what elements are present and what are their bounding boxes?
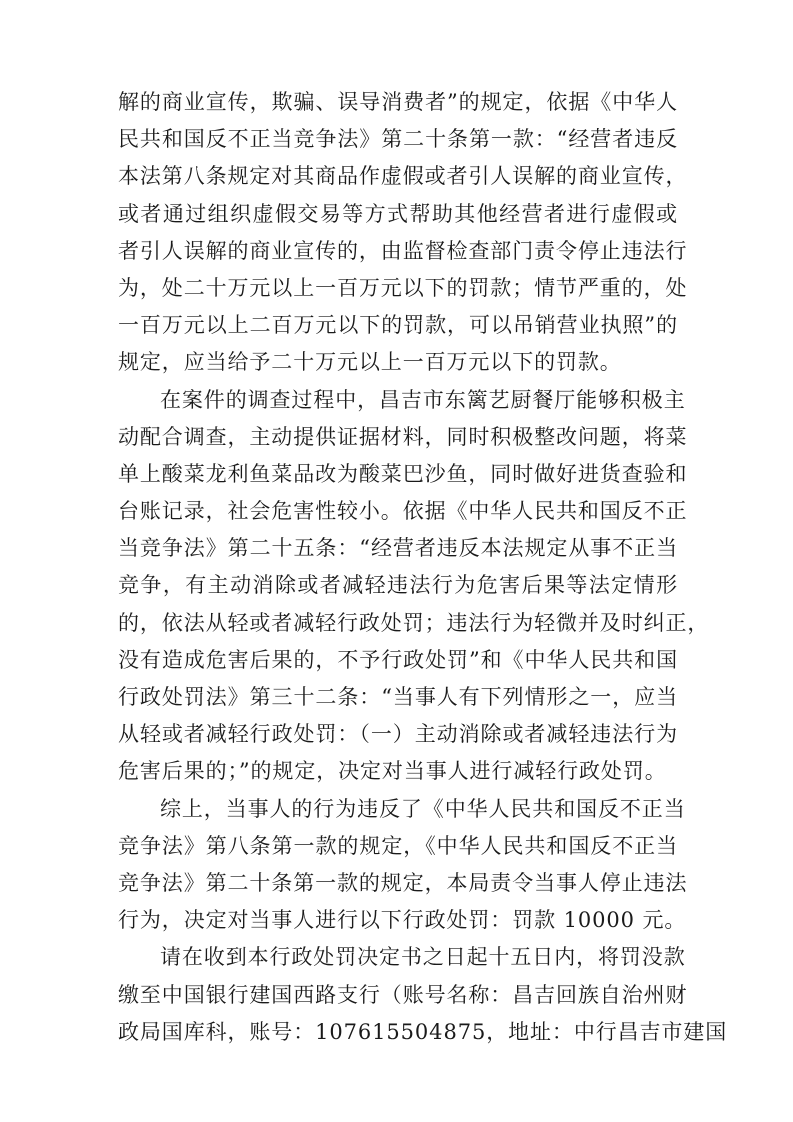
body-line: 单上酸菜龙利鱼菜品改为酸菜巴沙鱼，同时做好进货查验和 [118,461,688,486]
body-line: 台账记录，社会危害性较小。依据《中华人民共和国反不正 [118,499,688,524]
body-line: 竞争法》第二十条第一款的规定，本局责令当事人停止违法 [118,870,688,895]
body-line: 竞争法》第八条第一款的规定，《中华人民共和国反不正当 [118,833,678,858]
body-line: 解的商业宣传，欺骗、误导消费者”的规定，依据《中华人 [118,90,678,114]
body-line: 危害后果的；”的规定，决定对当事人进行减轻行政处罚。 [118,759,667,784]
body-line: 缴至中国银行建国西路支行（账号名称：昌吉回族自治州财 [118,982,688,1007]
body-line: 的，依法从轻或者减轻行政处罚；违法行为轻微并及时纠正， [118,610,710,635]
body-line: 为，处二十万元以上一百万元以下的罚款；情节严重的，处 [118,275,688,300]
body-line: 当竞争法》第二十五条：“经营者违反本法规定从事不正当 [118,536,678,561]
body-line: 行为，决定对当事人进行以下行政处罚：罚款 10000 元。 [118,908,687,933]
body-line: 民共和国反不正当竞争法》第二十条第一款：“经营者违反 [118,127,678,152]
paragraph-first-line: 请在收到本行政处罚决定书之日起十五日内，将罚没款 [160,945,686,970]
body-line: 政局国库科，账号：107615504875，地址：中行昌吉市建国 [118,1019,728,1044]
body-line: 或者通过组织虚假交易等方式帮助其他经营者进行虚假或 [118,201,678,226]
body-line: 一百万元以上二百万元以下的罚款，可以吊销营业执照”的 [118,313,678,338]
body-line: 行政处罚法》第三十二条：“当事人有下列情形之一，应当 [118,685,678,709]
body-line: 者引人误解的商业宣传的，由监督检查部门责令停止违法行 [118,238,688,263]
body-line: 动配合调查，主动提供证据材料，同时积极整改问题，将菜 [118,424,688,449]
body-line: 规定，应当给予二十万元以上一百万元以下的罚款。 [118,350,622,375]
body-line: 从轻或者减轻行政处罚：（一）主动消除或者减轻违法行为 [118,722,678,747]
body-line: 没有造成危害后果的，不予行政处罚”和《中华人民共和国 [118,647,678,672]
body-line: 竞争，有主动消除或者减轻违法行为危害后果等法定情形 [118,573,678,598]
paragraph-first-line: 在案件的调查过程中，昌吉市东篱艺厨餐厅能够积极主 [160,387,686,412]
paragraph-first-line: 综上，当事人的行为违反了《中华人民共和国反不正当 [160,796,686,821]
body-line: 本法第八条规定对其商品作虚假或者引人误解的商业宣传， [118,164,688,189]
document-body [118,84,728,1051]
